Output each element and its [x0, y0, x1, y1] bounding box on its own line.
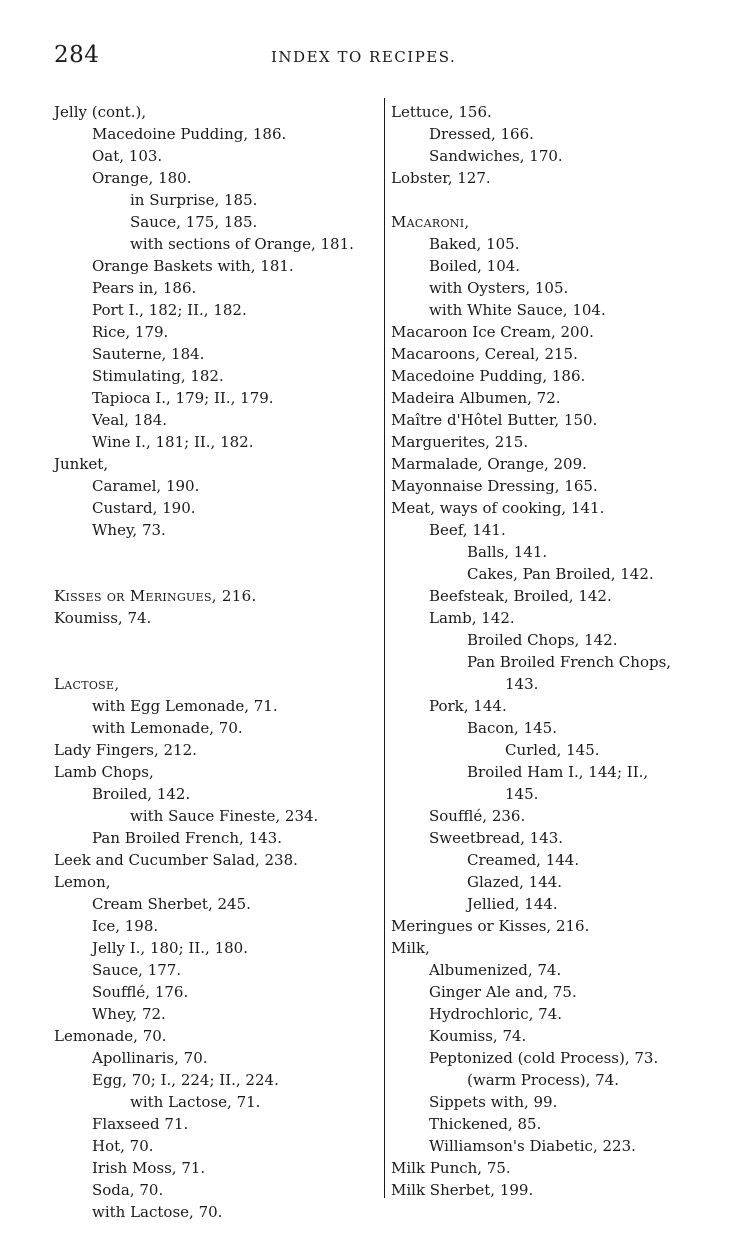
index-entry: Meringues or Kisses, 216.	[391, 917, 590, 935]
index-entry: Milk Sherbet, 199.	[391, 1181, 534, 1199]
index-entry: Boiled, 104.	[429, 257, 521, 275]
index-entry: Veal, 184.	[92, 411, 168, 429]
index-entry: Lobster, 127.	[391, 169, 491, 187]
index-entry: Lactose,	[54, 675, 120, 693]
index-entry: Caramel, 190.	[92, 477, 200, 495]
index-entry: Macaroons, Cereal, 215.	[391, 345, 578, 363]
index-entry: Jelly I., 180; II., 180.	[92, 939, 248, 957]
index-entry: Apollinaris, 70.	[92, 1049, 208, 1067]
index-entry: Soufflé, 176.	[92, 983, 189, 1001]
index-entry: Cakes, Pan Broiled, 142.	[467, 565, 654, 583]
index-entry: with Egg Lemonade, 71.	[92, 697, 278, 715]
index-entry: Ice, 198.	[92, 917, 159, 935]
index-entry: Madeira Albumen, 72.	[391, 389, 561, 407]
index-entry: Dressed, 166.	[429, 125, 534, 143]
index-entry: Flaxseed 71.	[92, 1115, 189, 1133]
index-entry: Jelly (cont.),	[54, 103, 147, 121]
index-entry: Orange, 180.	[92, 169, 192, 187]
index-entry: Soufflé, 236.	[429, 807, 526, 825]
index-entry: Lady Fingers, 212.	[54, 741, 197, 759]
index-entry: with sections of Orange, 181.	[130, 235, 354, 253]
blank-line	[391, 189, 731, 211]
index-column-left	[54, 101, 379, 1223]
index-entry: Glazed, 144.	[467, 873, 563, 891]
index-entry: Williamson's Diabetic, 223.	[429, 1137, 636, 1155]
index-entry: Beefsteak, Broiled, 142.	[429, 587, 612, 605]
index-entry: Kisses or Meringues, 216.	[54, 587, 257, 605]
index-entry: Macedoine Pudding, 186.	[92, 125, 287, 143]
index-entry: Whey, 73.	[92, 521, 166, 539]
index-entry: Pears in, 186.	[92, 279, 197, 297]
index-entry: Sauterne, 184.	[92, 345, 205, 363]
index-entry: Oat, 103.	[92, 147, 163, 165]
index-entry: Sauce, 177.	[92, 961, 182, 979]
index-entry: Pork, 144.	[429, 697, 507, 715]
index-entry: Pan Broiled French, 143.	[92, 829, 282, 847]
index-entry: Marmalade, Orange, 209.	[391, 455, 587, 473]
index-entry: Marguerites, 215.	[391, 433, 529, 451]
page-number: 284	[54, 42, 100, 68]
index-entry: Orange Baskets with, 181.	[92, 257, 294, 275]
index-entry: Rice, 179.	[92, 323, 169, 341]
index-entry: Hot, 70.	[92, 1137, 154, 1155]
index-entry: Leek and Cucumber Salad, 238.	[54, 851, 298, 869]
index-entry: Mayonnaise Dressing, 165.	[391, 477, 598, 495]
index-entry: Junket,	[54, 455, 109, 473]
index-entry: Macaroon Ice Cream, 200.	[391, 323, 594, 341]
index-entry: Soda, 70.	[92, 1181, 164, 1199]
index-entry: Bacon, 145.	[467, 719, 557, 737]
running-head: INDEX TO RECIPES.	[271, 48, 457, 66]
index-entry: Lamb, 142.	[429, 609, 515, 627]
index-entry: Whey, 72.	[92, 1005, 166, 1023]
index-entry: Beef, 141.	[429, 521, 506, 539]
index-entry: Wine I., 181; II., 182.	[92, 433, 254, 451]
index-entry: Koumiss, 74.	[429, 1027, 527, 1045]
index-entry: Lettuce, 156.	[391, 103, 492, 121]
index-entry: Egg, 70; I., 224; II., 224.	[92, 1071, 279, 1089]
index-entry: Baked, 105.	[429, 235, 520, 253]
index-entry: (warm Process), 74.	[467, 1071, 620, 1089]
column-divider	[384, 98, 385, 1198]
index-entry: Milk,	[391, 939, 430, 957]
index-entry: with White Sauce, 104.	[429, 301, 606, 319]
index-entry: Broiled, 142.	[92, 785, 191, 803]
index-entry: Pan Broiled French Chops,	[467, 653, 672, 671]
index-entry: Lamb Chops,	[54, 763, 154, 781]
blank-line	[54, 563, 379, 585]
blank-line	[54, 651, 379, 673]
index-entry: Broiled Chops, 142.	[467, 631, 618, 649]
blank-line	[54, 629, 379, 651]
index-entry: with Lactose, 70.	[92, 1203, 223, 1221]
index-entry: in Surprise, 185.	[130, 191, 258, 209]
index-entry: 145.	[505, 785, 539, 803]
index-entry: Broiled Ham I., 144; II.,	[467, 763, 649, 781]
index-entry: Meat, ways of cooking, 141.	[391, 499, 605, 517]
index-entry: Creamed, 144.	[467, 851, 580, 869]
index-entry: Ginger Ale and, 75.	[429, 983, 577, 1001]
index-entry: Macaroni,	[391, 213, 470, 231]
index-entry: Custard, 190.	[92, 499, 196, 517]
index-entry: Sandwiches, 170.	[429, 147, 563, 165]
index-entry: Maître d'Hôtel Butter, 150.	[391, 411, 598, 429]
index-entry: Albumenized, 74.	[429, 961, 562, 979]
index-entry: Stimulating, 182.	[92, 367, 224, 385]
index-entry: Macedoine Pudding, 186.	[391, 367, 586, 385]
index-entry: with Lemonade, 70.	[92, 719, 243, 737]
index-column-right	[391, 101, 731, 1201]
index-entry: Thickened, 85.	[429, 1115, 542, 1133]
index-entry: Sippets with, 99.	[429, 1093, 558, 1111]
index-entry: with Sauce Fineste, 234.	[130, 807, 319, 825]
index-entry: Milk Punch, 75.	[391, 1159, 511, 1177]
index-entry: Tapioca I., 179; II., 179.	[92, 389, 274, 407]
index-entry: Koumiss, 74.	[54, 609, 152, 627]
index-entry: Sweetbread, 143.	[429, 829, 564, 847]
index-entry: Lemonade, 70.	[54, 1027, 167, 1045]
index-entry: Curled, 145.	[505, 741, 600, 759]
index-entry: Jellied, 144.	[467, 895, 558, 913]
index-entry: Cream Sherbet, 245.	[92, 895, 251, 913]
index-entry: 143.	[505, 675, 539, 693]
index-entry: with Oysters, 105.	[429, 279, 569, 297]
blank-line	[54, 541, 379, 563]
index-entry: Peptonized (cold Process), 73.	[429, 1049, 659, 1067]
index-entry: Sauce, 175, 185.	[130, 213, 258, 231]
index-entry: Hydrochloric, 74.	[429, 1005, 563, 1023]
index-entry: Balls, 141.	[467, 543, 548, 561]
index-entry: Irish Moss, 71.	[92, 1159, 206, 1177]
index-entry: Port I., 182; II., 182.	[92, 301, 247, 319]
index-entry: Lemon,	[54, 873, 111, 891]
index-entry: with Lactose, 71.	[130, 1093, 261, 1111]
